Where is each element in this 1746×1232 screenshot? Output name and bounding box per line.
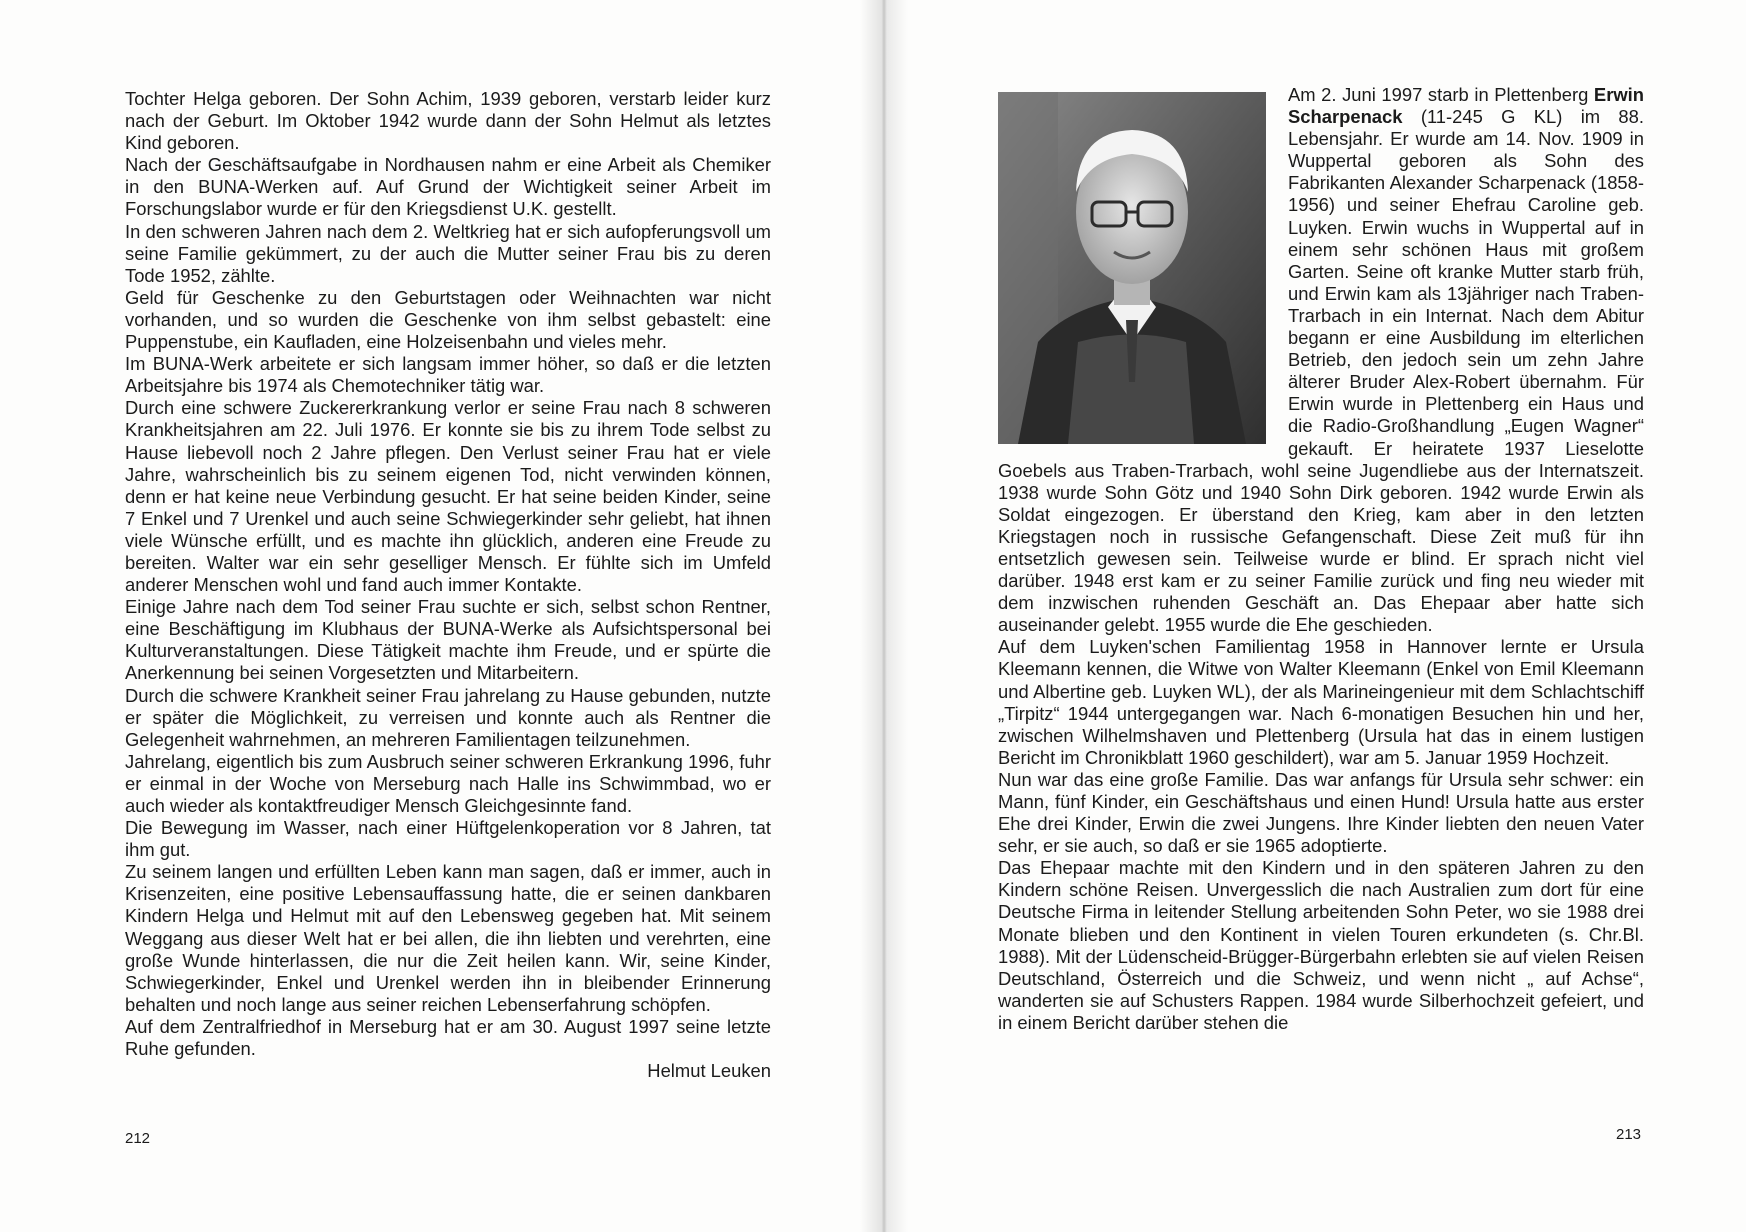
left-page-body xyxy=(125,88,771,1082)
paragraph: Geld für Geschenke zu den Geburtstagen oder Weihnachten war nicht vorhanden, und so wurden die Geschenke von ihm selbst gebastelt: eine Puppenstube, ein Kaufladen, eine Holzeisenbahn und vieles mehr. xyxy=(125,286,771,353)
paragraph: In den schweren Jahren nach dem 2. Weltkrieg hat er sich aufopferungsvoll um seine Familie gekümmert, zu der auch die Mutter seiner Frau bis zu deren Tode 1952, zählte. xyxy=(125,220,771,286)
right-page-body xyxy=(998,84,1644,1034)
paragraph: Auf dem Luyken'schen Familientag 1958 in Hannover lernte er Ursula Kleemann kennen, die Witwe von Walter Kleemann (Enkel von Emil Kleemann und Albertine geb. Luyken WL), der als Marineingenieur mit dem Schlachtschiff „Tirpitz“ 1944 untergegangen war. Nach 6-monatigen Besuchen hin und her, zwischen Wilhelmshaven und Plettenberg (Ursula hat das in einem lustigen Bericht im Chronikblatt 1960 geschildert), war am 5. Januar 1959 Hochzeit. xyxy=(998,636,1644,768)
intro-text: Am 2. Juni 1997 starb in Plettenberg xyxy=(1288,84,1589,105)
paragraph: Das Ehepaar machte mit den Kindern und in den späteren Jahren zu den Kindern schöne Reisen. Unvergesslich die nach Australien zum dort für eine Deutsche Firma in leitender Stellung arbeitenden Sohn Peter, wo sie 1988 drei Monate blieben und den Kontinent in vielen Touren erkundeten (s. Chr.Bl. 1988). Mit der Lüdenscheid-Brügger-Bürgerbahn erlebten sie auf vielen Reisen Deutschland, Österreich und die Schweiz, und wenn nicht „ auf Achse“, wanderten sie auf Schusters Rappen. 1984 wurde Silberhochzeit gefeiert, und in einem Bericht darüber stehen die xyxy=(998,857,1644,1033)
signature: Helmut Leuken xyxy=(647,1060,771,1082)
paragraph: Nun war das eine große Familie. Das war anfangs für Ursula sehr schwer: ein Mann, fünf Kinder, ein Geschäftshaus und einen Hund! Ursula hatte aus erster Ehe drei Kinder, Erwin die zwei Jungens. Ihre Kinder liebten den neuen Vater sehr, er sie auch, so daß er sie 1965 adoptierte. xyxy=(998,768,1644,857)
paragraph: Durch eine schwere Zuckererkrankung verlor er seine Frau nach 8 schweren Krankheitsjahren am 22. Juli 1976. Er konnte sie bis zu ihrem Tode selbst zu Hause liebevoll noch 2 Jahre pflegen. Den Verlust seiner Frau hat er viele Jahre, wahrscheinlich bis zu seinem eigenen Tod, nicht verwinden können, denn er hat keine neue Verbindung gesucht. Er hat seine beiden Kinder, seine 7 Enkel und 7 Urenkel und auch seine Schwiegerkinder sehr geliebt, hat ihnen viele Wünsche erfüllt, und es machte ihn glücklich, anderen eine Freude zu bereiten. Walter war ein sehr geselliger Mensch. Er fühlte sich im Umfeld anderer Menschen wohl und fand auch immer Kontakte. xyxy=(125,397,771,596)
paragraph: Die Bewegung im Wasser, nach einer Hüftgelenkoperation vor 8 Jahren, tat ihm gut. xyxy=(125,817,771,861)
portrait-photo-icon xyxy=(998,92,1266,444)
portrait-photo xyxy=(998,92,1266,444)
paragraph: Einige Jahre nach dem Tod seiner Frau suchte er sich, selbst schon Rentner, eine Beschäftigung im Klubhaus der BUNA-Werke als Aufsichtspersonal bei Kulturveranstaltungen. Diese Tätigkeit machte ihm Freude, und er spürte die Anerkennung bei seinen Vorgesetzten und Mitarbeitern. xyxy=(125,596,771,684)
book-gutter xyxy=(860,0,908,1232)
paragraph: Jahrelang, eigentlich bis zum Ausbruch seiner schweren Erkrankung 1996, fuhr er einmal in der Woche von Merseburg nach Halle ins Schwimmbad, wo er auch wieder als kontaktfreudiger Mensch Gleichgesinnte fand. xyxy=(125,750,771,816)
person-name: Erwin Scharpenack xyxy=(1288,84,1644,128)
right-page xyxy=(884,0,1746,1232)
paragraph: Zu seinem langen und erfüllten Leben kann man sagen, daß er immer, auch in Krisenzeiten, eine positive Lebensauffassung hatte, die er seinen dankbaren Kindern Helga und Helmut mit auf den Lebensweg gegeben hat. Mit seinem Weggang aus dieser Welt hat er bei allen, die ihn liebten und verehrten, eine große Wunde hinterlassen, die nur die Zeit heilen kann. Wir, seine Kinder, Schwiegerkinder, Enkel und Urenkel werden ihn in bleibender Erinnerung behalten und noch lange aus seiner reichen Lebenserfahrung schöpfen. xyxy=(125,861,771,1015)
paragraph: Nach der Geschäftsaufgabe in Nordhausen nahm er eine Arbeit als Chemiker in den BUNA-Werken auf. Auf Grund der Wichtigkeit seiner Arbeit im Forschungslabor wurde er für den Kriegsdienst U.K. gestellt. xyxy=(125,154,771,220)
paragraph: Auf dem Zentralfriedhof in Merseburg hat er am 30. August 1997 seine letzte Ruhe gefunden. xyxy=(125,1015,771,1060)
page-number-right: 213 xyxy=(1616,1126,1642,1143)
page-number-left: 212 xyxy=(125,1130,151,1147)
paragraph: Durch die schwere Krankheit seiner Frau jahrelang zu Hause gebunden, nutzte er später die Möglichkeit, zu verreisen und konnte auch als Rentner die Gelegenheit wahrnehmen, an mehreren Familientagen teilzunehmen. xyxy=(125,684,771,750)
paragraph-text: (11-245 G KL) im 88. Lebensjahr. Er wurde am 14. Nov. 1909 in Wuppertal geboren als Sohn des Fabrikanten Alexander Scharpenack (1858-1956) und seiner Ehefrau Caroline geb. Luyken. Erwin wuchs in Wuppertal auf in einem sehr schönen Haus mit großem Garten. Seine oft kranke Mutter starb früh, und Erwin kam als 13jähriger nach Traben-Trarbach in ein Internat. Nach dem Abitur begann er eine Ausbildung im elterlichen Betrieb, den jedoch sein um zehn Jahre älterer Bruder Alex-Robert übernahm. Für Erwin wurde in Plettenberg ein Haus und die Radio-Großhandlung „Eugen Wagner“ gekauft. Er heiratete 1937 Lieselotte Goebels aus Traben-Trarbach, wohl seine Jugendliebe aus der Internatszeit. 1938 wurde Sohn Götz und 1940 Sohn Dirk geboren. 1942 wurde Erwin als Soldat eingezogen. Er überstand den Krieg, kam aber in den letzten Kriegstagen noch in russische Gefangenschaft. Diese Zeit muß für ihn entsetzlich gewesen sein. Teilweise wurde er blind. Er sprach nicht viel darüber. 1948 erst kam er zu seiner Familie zurück und fing neu wieder mit dem inzwischen ruhenden Geschäft an. Das Ehepaar aber hatte sich auseinander gelebt. 1955 wurde die Ehe geschieden. xyxy=(998,106,1644,636)
paragraph: Tochter Helga geboren. Der Sohn Achim, 1939 geboren, verstarb leider kurz nach der Geburt. Im Oktober 1942 wurde dann der Sohn Helmut als letztes Kind geboren. xyxy=(125,88,771,154)
paragraph: Im BUNA-Werk arbeitete er sich langsam immer höher, so daß er die letzten Arbeitsjahre bis 1974 als Chemotechniker tätig war. xyxy=(125,353,771,397)
